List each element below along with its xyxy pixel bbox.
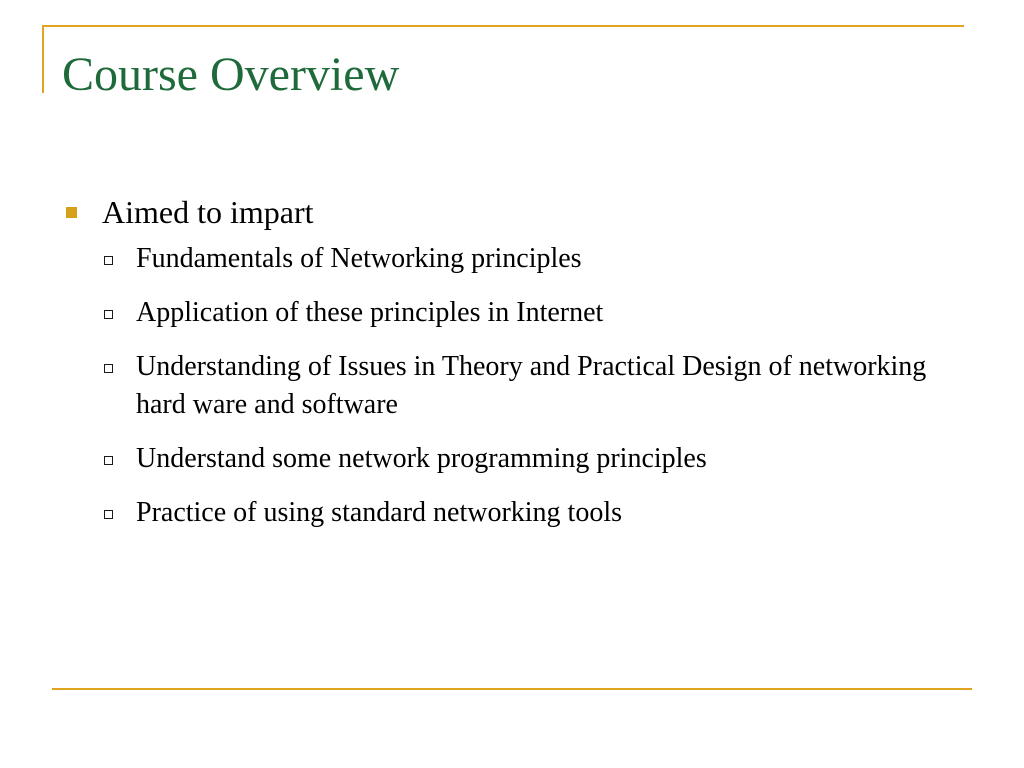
bullet-text: Aimed to impart: [102, 194, 314, 230]
sub-bullet-item: [62, 294, 972, 332]
slide-body: [62, 190, 972, 548]
sub-bullet-item: [62, 494, 972, 532]
sub-bullet-text: Practice of using standard networking tools: [136, 497, 623, 528]
sub-bullet-text: Fundamentals of Networking principles: [136, 243, 582, 274]
hollow-square-bullet-icon: [104, 310, 113, 319]
sub-bullet-item: [62, 240, 972, 278]
sub-bullet-text: Understanding of Issues in Theory and Practical Design of networking hard ware and software: [136, 351, 927, 420]
hollow-square-bullet-icon: [104, 456, 113, 465]
slide-title: Course Overview: [62, 48, 400, 101]
sub-bullet-item: [62, 348, 972, 424]
sub-bullet-text: Understand some network programming principles: [136, 443, 707, 474]
footer-divider-line: [52, 688, 972, 690]
title-frame-top-line: [42, 25, 964, 27]
hollow-square-bullet-icon: [104, 364, 113, 373]
hollow-square-bullet-icon: [104, 510, 113, 519]
title-frame-left-line: [42, 25, 44, 93]
sub-bullet-list: [62, 240, 972, 532]
bullet-item: [62, 190, 972, 234]
sub-bullet-item: [62, 440, 972, 478]
hollow-square-bullet-icon: [104, 256, 113, 265]
filled-square-bullet-icon: [66, 207, 77, 218]
sub-bullet-text: Application of these principles in Internet: [136, 297, 604, 328]
